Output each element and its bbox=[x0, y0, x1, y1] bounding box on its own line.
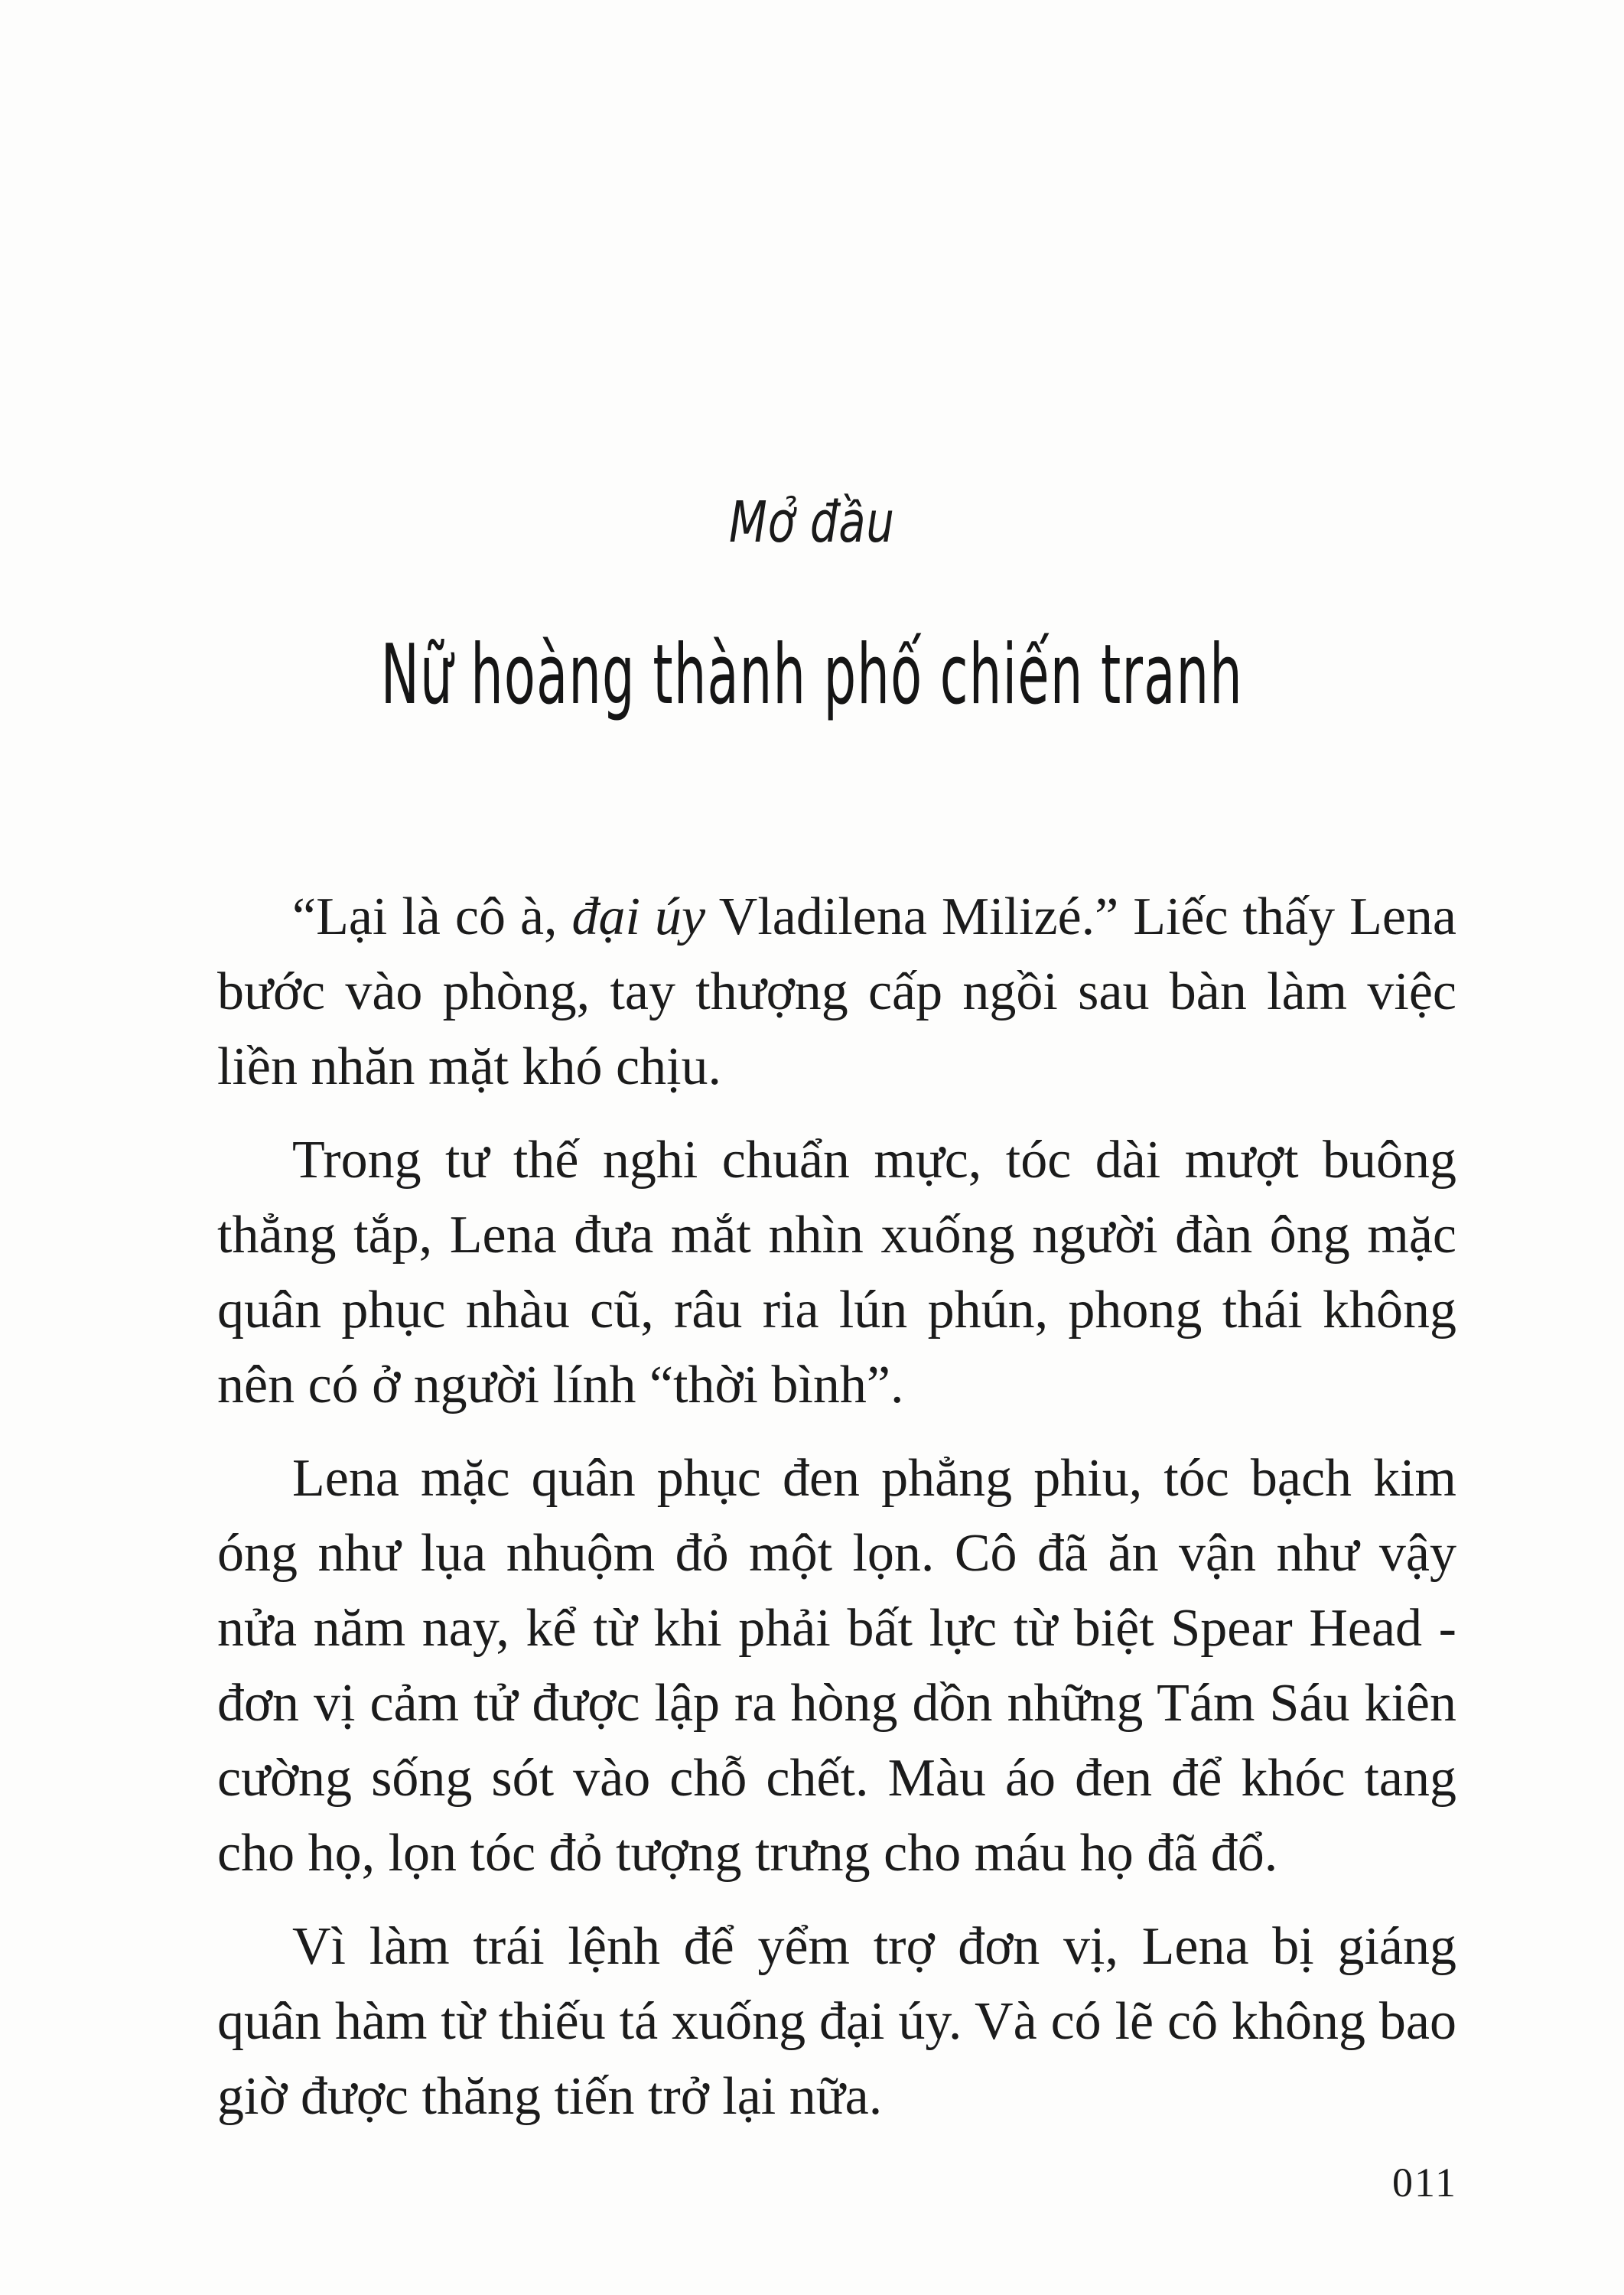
paragraph-1-after: Vladilena Milizé.” Liếc thấy Lena bước vào phòng, tay thượng cấp ngồi sau bàn làm việc liền nhăn mặt khó chịu. bbox=[217, 887, 1456, 1096]
body-text bbox=[217, 880, 1456, 2153]
paragraph-2: Trong tư thế nghi chuẩn mực, tóc dài mượt buông thẳng tắp, Lena đưa mắt nhìn xuống người đàn ông mặc quân phục nhàu cũ, râu ria lún phún, phong thái không nên có ở người lính “thời bình”. bbox=[217, 1131, 1456, 1414]
paragraph-1 bbox=[217, 880, 1456, 1105]
page-number: 011 bbox=[1392, 2160, 1457, 2205]
paragraph-1-before: “Lại là cô à, bbox=[292, 887, 572, 946]
chapter-label: Mở đầu bbox=[729, 490, 895, 555]
chapter-title: Nữ hoàng thành phố chiến tranh bbox=[380, 627, 1243, 723]
paragraph-3: Lena mặc quân phục đen phẳng phiu, tóc bạch kim óng như lụa nhuộm đỏ một lọn. Cô đã ăn vận như vậy nửa năm nay, kể từ khi phải bất lực từ biệt Spear Head - đơn vị cảm tử được lập ra hòng dồn những Tám Sáu kiên cường sống sót vào chỗ chết. Màu áo đen để khóc tang cho họ, lọn tóc đỏ tượng trưng cho máu họ đã đổ. bbox=[217, 1449, 1456, 1883]
paragraph-1-emphasis: đại úy bbox=[571, 887, 706, 946]
paragraph-4: Vì làm trái lệnh để yểm trợ đơn vị, Lena bị giáng quân hàm từ thiếu tá xuống đại úy. Và có lẽ cô không bao giờ được thăng tiến trở lại nữa. bbox=[217, 1917, 1456, 2126]
